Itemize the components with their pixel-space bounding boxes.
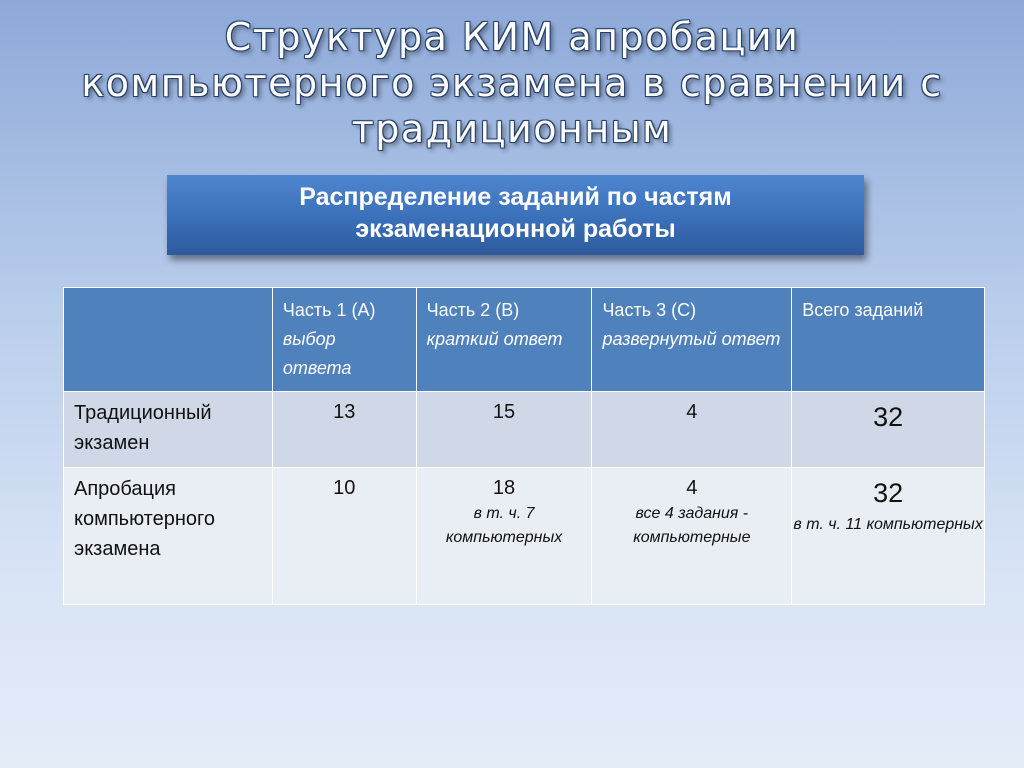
table-row — [64, 392, 985, 468]
slide-title-line-2: компьютерного экзамена в сравнении с — [81, 61, 943, 105]
cell-part3 — [592, 392, 792, 468]
header-cell-empty — [64, 288, 273, 392]
table-row — [64, 468, 985, 605]
slide-title — [0, 14, 1024, 152]
subtitle-banner — [167, 175, 864, 255]
header-cell-part3 — [592, 288, 792, 392]
cell-value: 18 — [492, 477, 516, 499]
header-label: Часть 2 (В) — [426, 300, 520, 320]
cell-value: 15 — [492, 401, 516, 423]
row-label: Апробация компьютерного экзамена — [64, 468, 273, 605]
cell-value: 32 — [873, 402, 904, 432]
header-cell-part2 — [416, 288, 592, 392]
cell-total — [792, 468, 985, 605]
header-sublabel: выбор ответа — [282, 329, 352, 378]
cell-total — [792, 392, 985, 468]
cell-value: 4 — [686, 401, 698, 423]
subtitle-line-2: экзаменационной работы — [355, 215, 676, 243]
header-sublabel: краткий ответ — [426, 329, 563, 349]
cell-note: в т. ч. 11 компьютерных — [793, 516, 983, 533]
cell-part2 — [416, 392, 592, 468]
header-label: Всего заданий — [802, 300, 924, 320]
header-cell-part1 — [272, 288, 416, 392]
cell-value: 13 — [333, 401, 356, 423]
cell-note: все 4 задания - компьютерные — [633, 505, 751, 546]
header-sublabel: развернутый ответ — [602, 329, 781, 349]
cell-value: 10 — [333, 477, 356, 499]
slide-title-line-3: традиционным — [351, 107, 673, 151]
header-label: Часть 1 (А) — [282, 300, 376, 320]
header-label: Часть 3 (С) — [602, 300, 697, 320]
header-cell-total — [792, 288, 985, 392]
cell-part1 — [272, 392, 416, 468]
cell-part3 — [592, 468, 792, 605]
distribution-table — [63, 287, 985, 605]
cell-value: 32 — [873, 478, 904, 508]
slide-title-line-1: Структура КИМ апробации — [224, 15, 800, 59]
row-label: Традиционный экзамен — [64, 392, 273, 468]
table-header-row — [64, 288, 985, 392]
subtitle-line-1: Распределение заданий по частям — [299, 183, 732, 211]
cell-note: в т. ч. 7 компьютерных — [445, 505, 563, 546]
cell-part2 — [416, 468, 592, 605]
cell-part1 — [272, 468, 416, 605]
cell-value: 4 — [686, 477, 698, 499]
